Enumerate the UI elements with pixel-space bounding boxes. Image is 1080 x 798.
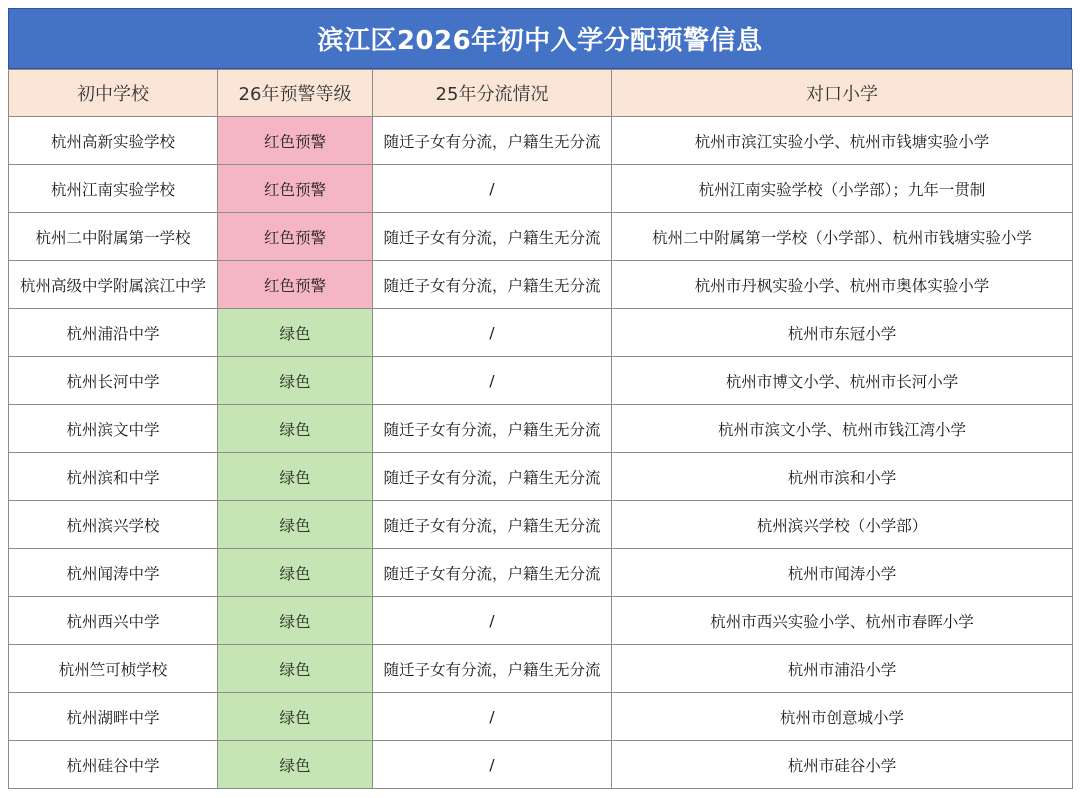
cell-primary-school: 杭州市浦沿小学 bbox=[612, 645, 1073, 693]
cell-primary-school: 杭州市闻涛小学 bbox=[612, 549, 1073, 597]
table-row bbox=[9, 741, 1073, 789]
cell-diversion: / bbox=[373, 165, 612, 213]
cell-warning-level: 红色预警 bbox=[218, 213, 373, 261]
cell-school: 杭州西兴中学 bbox=[9, 597, 218, 645]
cell-warning-level: 绿色 bbox=[218, 597, 373, 645]
table-row bbox=[9, 693, 1073, 741]
header-row bbox=[9, 70, 1073, 117]
cell-warning-level: 绿色 bbox=[218, 357, 373, 405]
table-row bbox=[9, 405, 1073, 453]
cell-warning-level: 红色预警 bbox=[218, 165, 373, 213]
cell-school: 杭州二中附属第一学校 bbox=[9, 213, 218, 261]
cell-diversion: / bbox=[373, 597, 612, 645]
table-row bbox=[9, 549, 1073, 597]
cell-school: 杭州高级中学附属滨江中学 bbox=[9, 261, 218, 309]
cell-school: 杭州浦沿中学 bbox=[9, 309, 218, 357]
cell-warning-level: 红色预警 bbox=[218, 261, 373, 309]
cell-primary-school: 杭州市滨江实验小学、杭州市钱塘实验小学 bbox=[612, 117, 1073, 165]
header-primary-school: 对口小学 bbox=[612, 70, 1073, 117]
cell-warning-level: 绿色 bbox=[218, 453, 373, 501]
cell-diversion: / bbox=[373, 309, 612, 357]
cell-diversion: 随迁子女有分流，户籍生无分流 bbox=[373, 453, 612, 501]
cell-primary-school: 杭州市创意城小学 bbox=[612, 693, 1073, 741]
cell-diversion: / bbox=[373, 357, 612, 405]
cell-primary-school: 杭州市硅谷小学 bbox=[612, 741, 1073, 789]
cell-school: 杭州长河中学 bbox=[9, 357, 218, 405]
cell-primary-school: 杭州市丹枫实验小学、杭州市奥体实验小学 bbox=[612, 261, 1073, 309]
cell-primary-school: 杭州市滨和小学 bbox=[612, 453, 1073, 501]
table-row bbox=[9, 309, 1073, 357]
cell-primary-school: 杭州市东冠小学 bbox=[612, 309, 1073, 357]
table-row bbox=[9, 357, 1073, 405]
cell-warning-level: 绿色 bbox=[218, 405, 373, 453]
header-diversion: 25年分流情况 bbox=[373, 70, 612, 117]
cell-diversion: 随迁子女有分流，户籍生无分流 bbox=[373, 117, 612, 165]
cell-primary-school: 杭州江南实验学校（小学部）；九年一贯制 bbox=[612, 165, 1073, 213]
cell-diversion: 随迁子女有分流，户籍生无分流 bbox=[373, 405, 612, 453]
cell-primary-school: 杭州市滨文小学、杭州市钱江湾小学 bbox=[612, 405, 1073, 453]
table-row bbox=[9, 453, 1073, 501]
cell-warning-level: 绿色 bbox=[218, 549, 373, 597]
cell-warning-level: 绿色 bbox=[218, 645, 373, 693]
table-row bbox=[9, 597, 1073, 645]
cell-diversion: / bbox=[373, 693, 612, 741]
cell-primary-school: 杭州二中附属第一学校（小学部）、杭州市钱塘实验小学 bbox=[612, 213, 1073, 261]
cell-diversion: 随迁子女有分流，户籍生无分流 bbox=[373, 645, 612, 693]
sheet-title: 滨江区2026年初中入学分配预警信息 bbox=[8, 8, 1072, 69]
cell-school: 杭州滨文中学 bbox=[9, 405, 218, 453]
cell-diversion: / bbox=[373, 741, 612, 789]
cell-school: 杭州竺可桢学校 bbox=[9, 645, 218, 693]
cell-diversion: 随迁子女有分流，户籍生无分流 bbox=[373, 501, 612, 549]
cell-primary-school: 杭州市西兴实验小学、杭州市春晖小学 bbox=[612, 597, 1073, 645]
cell-warning-level: 绿色 bbox=[218, 741, 373, 789]
table-row bbox=[9, 117, 1073, 165]
cell-school: 杭州高新实验学校 bbox=[9, 117, 218, 165]
cell-school: 杭州闻涛中学 bbox=[9, 549, 218, 597]
cell-primary-school: 杭州滨兴学校（小学部） bbox=[612, 501, 1073, 549]
cell-diversion: 随迁子女有分流，户籍生无分流 bbox=[373, 549, 612, 597]
table-body bbox=[9, 117, 1073, 789]
cell-school: 杭州滨和中学 bbox=[9, 453, 218, 501]
cell-diversion: 随迁子女有分流，户籍生无分流 bbox=[373, 213, 612, 261]
cell-warning-level: 红色预警 bbox=[218, 117, 373, 165]
header-school: 初中学校 bbox=[9, 70, 218, 117]
table-row bbox=[9, 501, 1073, 549]
cell-school: 杭州江南实验学校 bbox=[9, 165, 218, 213]
cell-warning-level: 绿色 bbox=[218, 693, 373, 741]
cell-diversion: 随迁子女有分流，户籍生无分流 bbox=[373, 261, 612, 309]
header-warning-level: 26年预警等级 bbox=[218, 70, 373, 117]
cell-school: 杭州滨兴学校 bbox=[9, 501, 218, 549]
table-row bbox=[9, 645, 1073, 693]
table-row bbox=[9, 165, 1073, 213]
table-row bbox=[9, 261, 1073, 309]
cell-warning-level: 绿色 bbox=[218, 501, 373, 549]
warning-table bbox=[8, 69, 1073, 789]
cell-warning-level: 绿色 bbox=[218, 309, 373, 357]
cell-primary-school: 杭州市博文小学、杭州市长河小学 bbox=[612, 357, 1073, 405]
cell-school: 杭州硅谷中学 bbox=[9, 741, 218, 789]
warning-sheet bbox=[8, 8, 1072, 789]
cell-school: 杭州湖畔中学 bbox=[9, 693, 218, 741]
table-row bbox=[9, 213, 1073, 261]
